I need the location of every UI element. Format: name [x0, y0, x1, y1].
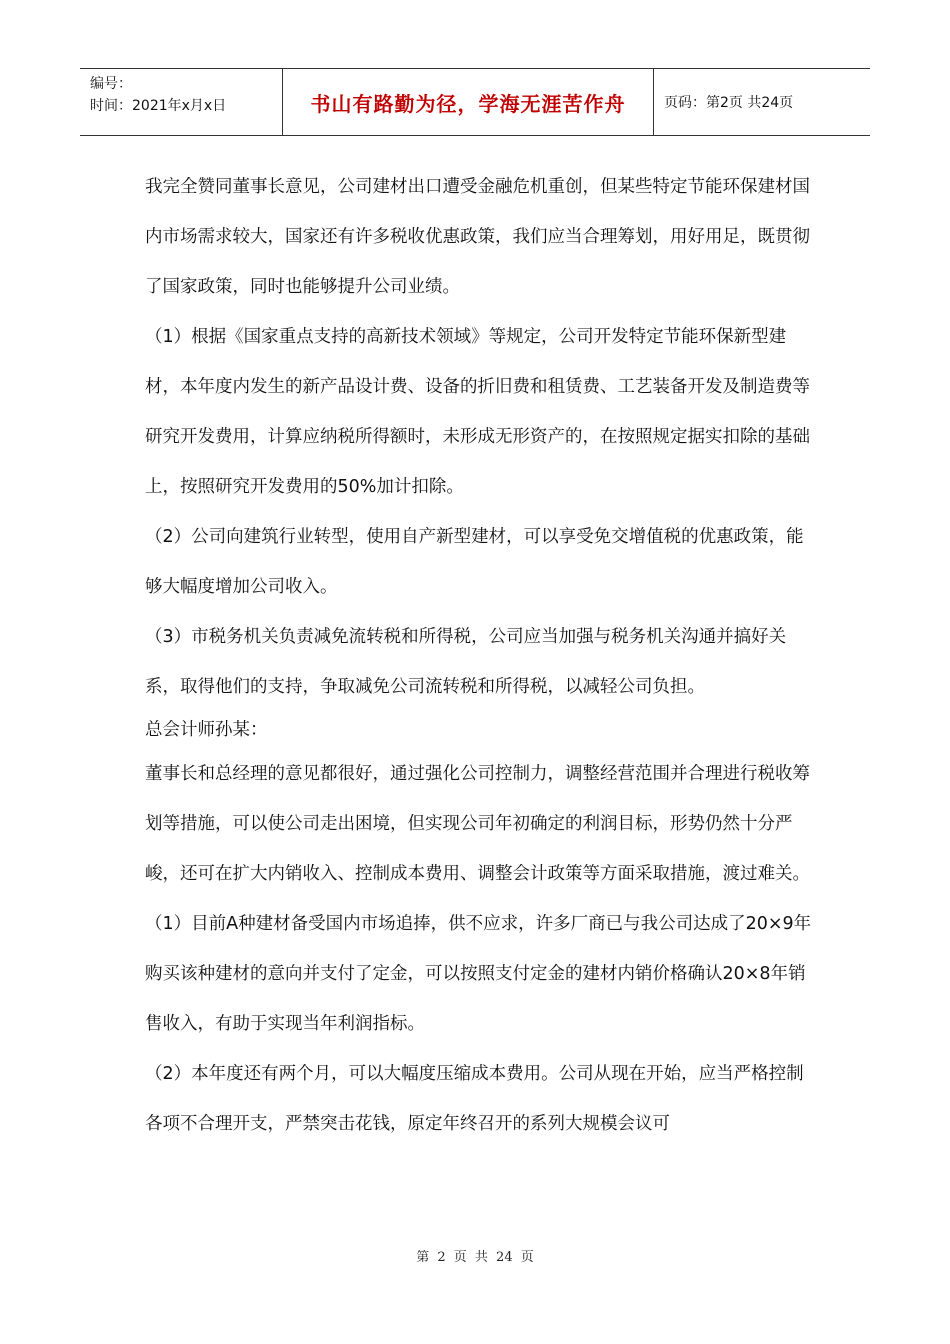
paragraph: （1）根据《国家重点支持的高新技术领域》等规定，公司开发特定节能环保新型建材，本年度内发生的新产品设计费、设备的折旧费和租赁费、工艺装备开发及制造费等研究开发费用，计算应纳税所得额时，未形成无形资产的，在按照规定据实扣除的基础上，按照研究开发费用的50%加计扣除。 — [145, 327, 810, 497]
paragraph: 董事长和总经理的意见都很好，通过强化公司控制力，调整经营范围并合理进行税收筹划等措施，可以使公司走出困境，但实现公司年初确定的利润目标，形势仍然十分严峻，还可在扩大内销收入、控制成本费用、调整会计政策等方面采取措施，渡过难关。 — [145, 764, 810, 884]
paragraph: （1）目前A种建材备受国内市场追捧，供不应求，许多厂商已与我公司达成了20×9年购买该种建材的意向并支付了定金，可以按照支付定金的建材内销价格确认20×8年销售收入，有助于实现当年利润指标。 — [145, 914, 812, 1034]
paragraph: （2）公司向建筑行业转型，使用自产新型建材，可以享受免交增值税的优惠政策，能够大幅度增加公司收入。 — [145, 527, 804, 597]
header-motto: 书山有路勤为径，学海无涯苦作舟 — [282, 69, 654, 135]
document-body — [145, 162, 813, 1149]
header-page-info: 页码：第2页 共24页 — [664, 95, 794, 111]
paragraph: 我完全赞同董事长意见，公司建材出口遭受金融危机重创，但某些特定节能环保建材国内市场需求较大，国家还有许多税收优惠政策，我们应当合理筹划，用好用足，既贯彻了国家政策，同时也能够提升公司业绩。 — [145, 177, 810, 297]
paragraph: （2）本年度还有两个月，可以大幅度压缩成本费用。公司从现在开始，应当严格控制各项不合理开支，严禁突击花钱，原定年终召开的系列大规模会议可 — [145, 1064, 804, 1134]
paragraph: （3）市税务机关负责减免流转税和所得税，公司应当加强与税务机关沟通并搞好关系，取得他们的支持，争取减免公司流转税和所得税，以减轻公司负担。 — [145, 627, 787, 697]
header-meta — [80, 69, 282, 135]
page-header — [80, 68, 870, 136]
speaker-label: 总会计师孙某： — [145, 720, 268, 740]
date-label: 时间：2021年x月x日 — [90, 98, 227, 114]
number-label: 编号： — [90, 76, 132, 92]
page-footer: 第 2 页 共 24 页 — [416, 1250, 534, 1265]
